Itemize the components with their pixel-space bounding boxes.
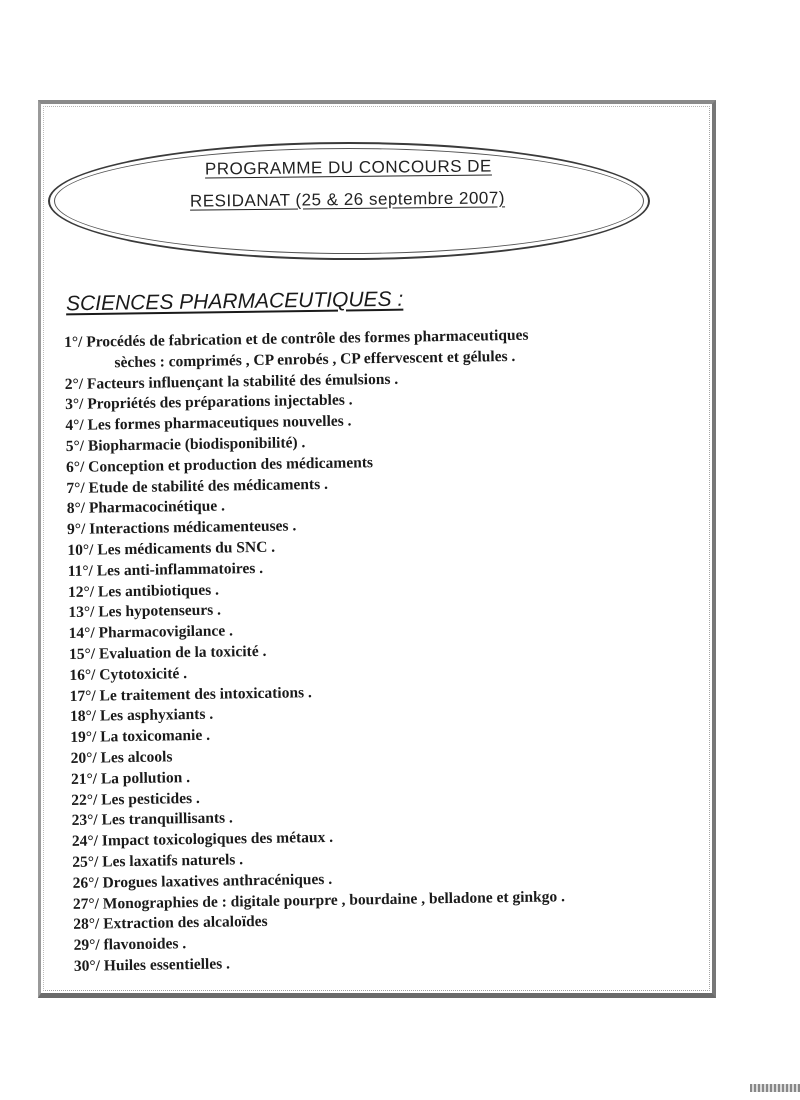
list-item: 29°/ flavonoides . — [73, 935, 187, 955]
list-item-continuation: sèches : comprimés , CP enrobés , CP effervescent et gélules . — [114, 347, 516, 372]
program-list — [64, 323, 714, 978]
list-item: 23°/ Les tranquillisants . — [71, 809, 234, 830]
heading-line-2: RESIDANAT (25 & 26 septembre 2007) — [189, 188, 506, 211]
list-item: 22°/ Les pesticides . — [71, 789, 200, 809]
list-item: 12°/ Les antibiotiques . — [67, 581, 220, 601]
list-item: 26°/ Drogues laxatives anthracéniques . — [72, 870, 333, 892]
list-item: 5°/ Biopharmacie (biodisponibilité) . — [65, 434, 306, 455]
list-item: 17°/ Le traitement des intoxications . — [69, 683, 312, 705]
list-item: 10°/ Les médicaments du SNC . — [67, 538, 276, 559]
list-item: 4°/ Les formes pharmaceutiques nouvelles . — [65, 412, 352, 435]
list-item: 2°/ Facteurs influençant la stabilité des émulsions . — [64, 370, 399, 393]
list-item: 21°/ La pollution . — [70, 768, 191, 788]
list-item: 18°/ Les asphyxiants . — [69, 706, 214, 726]
list-item: 28°/ Extraction des alcaloïdes — [73, 913, 268, 934]
section-title: SCIENCES PHARMACEUTIQUES : — [65, 287, 404, 316]
scan-edge-mark — [750, 1084, 800, 1092]
list-item: 3°/ Propriétés des préparations injectables . — [64, 391, 353, 414]
list-item: 19°/ La toxicomanie . — [70, 726, 211, 747]
list-item: 24°/ Impact toxicologiques des métaux . — [71, 828, 334, 851]
list-item-text: 1°/ Procédés de fabrication et de contrôle des formes pharmaceutiques — [64, 326, 529, 351]
list-item: 11°/ Les anti-inflammatoires . — [67, 559, 264, 580]
list-item: 8°/ Pharmacocinétique . — [66, 497, 226, 518]
list-item: 13°/ Les hypotenseurs . — [68, 601, 222, 622]
list-item: 25°/ Les laxatifs naturels . — [72, 851, 244, 871]
list-item: 30°/ Huiles essentielles . — [73, 955, 231, 975]
list-item: 27°/ Monographies de : digitale pourpre , bourdaine , belladone et ginkgo . — [72, 887, 566, 913]
list-item: 9°/ Interactions médicamenteuses . — [66, 517, 297, 539]
list-item: 16°/ Cytotoxicité . — [69, 664, 188, 684]
list-item: 14°/ Pharmacovigilance . — [68, 622, 234, 643]
list-item: 20°/ Les alcools — [70, 748, 173, 767]
list-item: 15°/ Evaluation de la toxicité . — [68, 642, 267, 663]
list-item: 7°/ Etude de stabilité des médicaments . — [66, 475, 329, 497]
list-item: 6°/ Conception et production des médicaments — [65, 453, 374, 476]
heading-line-1: PROGRAMME DU CONCOURS DE — [204, 156, 492, 179]
